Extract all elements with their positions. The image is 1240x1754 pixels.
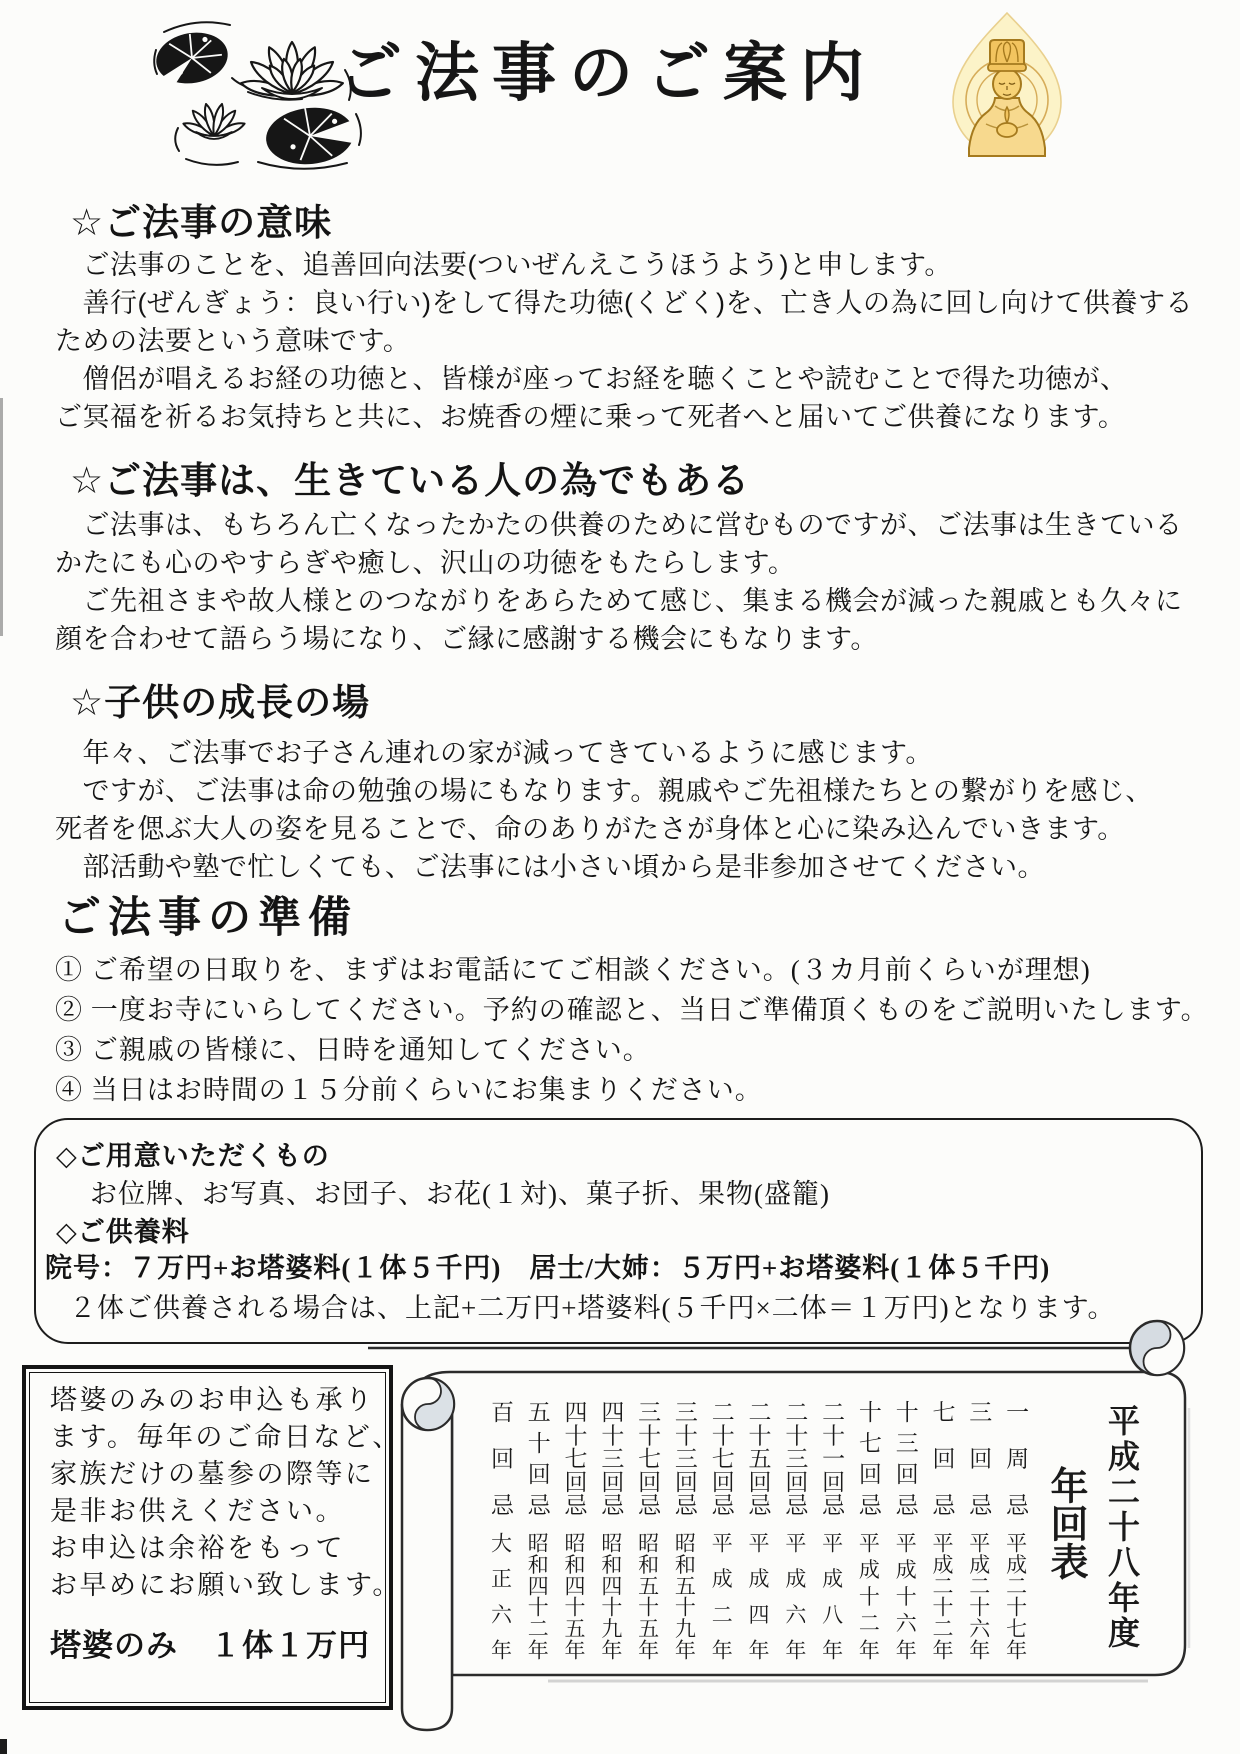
supplies-heading: ◇ご用意いただくもの	[56, 1141, 330, 1171]
body-line: ご先祖さまや故人様とのつながりをあらためて感じ、集まる機会が減った親戚とも久々に	[55, 586, 1183, 616]
year-label: 平成四年	[746, 1532, 771, 1660]
nenkai-column	[629, 1400, 666, 1660]
nenkai-column	[740, 1400, 777, 1660]
section-heading-for-living: ☆ご法事は、生きている人の為でもある	[70, 460, 751, 501]
prep-step-2: ② 一度お寺にいらしてください。予約の確認と、当日ご準備頂くものをご説明いたします。	[55, 995, 1209, 1025]
lily-pad-top	[152, 27, 232, 89]
toba-line: 是非お供えください。	[50, 1496, 345, 1526]
nenkai-column	[960, 1400, 997, 1660]
section-heading-preparation: ご法事の準備	[58, 895, 358, 942]
year-label: 平成六年	[782, 1532, 807, 1660]
year-label: 平成八年	[819, 1532, 844, 1660]
large-lotus-flower	[240, 42, 344, 100]
preparation-steps	[55, 950, 1209, 1110]
nenkai-table-title: 年回表	[1044, 1466, 1086, 1580]
year-label: 平成二年	[709, 1532, 734, 1660]
fee-heading: ◇ご供養料	[56, 1217, 190, 1247]
paragraph-for-living	[55, 506, 1183, 658]
body-line: 死者を偲ぶ大人の姿を見ることで、命のありがたさが身体と心に染み込んでいきます。	[55, 814, 1125, 844]
body-line: ご法事は、もちろん亡くなったかたの供養のために営むものですが、ご法事は生きている	[55, 510, 1183, 540]
supplies-items: お位牌、お写真、お団子、お花(１対)、菓子折、果物(盛籠)	[90, 1179, 830, 1209]
toba-notice-inner	[29, 1372, 402, 1703]
kaiki-label: 五十回忌	[524, 1400, 550, 1516]
year-label: 平成十二年	[856, 1532, 881, 1660]
section-heading-meaning: ☆ご法事の意味	[70, 202, 333, 243]
year-label: 大正六年	[488, 1532, 513, 1660]
nenkai-column	[556, 1400, 593, 1660]
small-lotus-flower	[182, 103, 246, 139]
kaiki-label: 四十七回忌	[561, 1400, 587, 1516]
nenkai-column	[997, 1400, 1034, 1660]
year-label: 平成二十二年	[930, 1532, 954, 1660]
nenkai-column	[850, 1400, 887, 1660]
toba-notice-box	[22, 1365, 402, 1710]
nenkai-column	[813, 1400, 850, 1660]
kaiki-label: 七回忌	[929, 1400, 955, 1516]
prep-step-1: ① ご希望の日取りを、まずはお電話にてご相談ください。(３カ月前くらいが理想)	[55, 955, 1091, 985]
toba-line: 塔婆のみのお申込も承り	[50, 1385, 375, 1415]
kaiki-label: 十三回忌	[892, 1400, 918, 1516]
year-label: 平成十六年	[893, 1532, 918, 1660]
fee-line-2: ２体ご供養される場合は、上記+二万円+塔婆料(５千円×二体＝１万円)となります。	[69, 1293, 1116, 1323]
kaiki-label: 二十七回忌	[708, 1400, 734, 1516]
kaiki-label: 三十三回忌	[671, 1400, 697, 1516]
kaiki-label: 四十三回忌	[598, 1400, 624, 1516]
kaiki-label: 百回忌	[487, 1400, 513, 1516]
nenkai-table	[482, 1400, 1034, 1660]
nenkai-column	[887, 1400, 924, 1660]
fee-line-1: 院号：７万円+お塔婆料(１体５千円) 居士/大姉：５万円+お塔婆料(１体５千円)	[45, 1253, 1051, 1283]
kannon-buddha-icon	[942, 10, 1072, 160]
nenkai-column	[924, 1400, 961, 1660]
year-label: 昭和四十二年	[525, 1532, 550, 1660]
scan-artifact-edge	[0, 398, 3, 636]
kaiki-label: 二十三回忌	[782, 1400, 808, 1516]
nenkai-column	[592, 1400, 629, 1660]
nenkai-era-title: 平成二十八年度	[1104, 1404, 1140, 1648]
prep-step-3: ③ ご親戚の皆様に、日時を通知してください。	[55, 1035, 651, 1065]
body-line: ご法事のことを、追善回向法要(ついぜんえこうほうよう)と申します。	[55, 250, 952, 280]
body-line: 顔を合わせて語らう場になり、ご縁に感謝する機会にもなります。	[55, 624, 878, 654]
body-line: 年々、ご法事でお子さん連れの家が減ってきているように感じます。	[55, 738, 933, 768]
body-line: かたにも心のやすらぎや癒し、沢山の功徳をもたらします。	[55, 548, 796, 578]
body-line: ための法要という意味です。	[55, 326, 411, 356]
prep-step-4: ④ 当日はお時間の１５分前くらいにお集まりください。	[55, 1075, 763, 1105]
nenkai-column	[666, 1400, 703, 1660]
year-label: 平成二十六年	[966, 1532, 991, 1660]
year-label: 昭和四十九年	[598, 1532, 623, 1660]
year-label: 平成二十七年	[1003, 1532, 1028, 1660]
toba-line: ます。毎年のご命日など、	[50, 1422, 402, 1452]
toba-line: お早めにお願い致します。	[50, 1570, 402, 1600]
kaiki-label: 一周忌	[1003, 1400, 1029, 1516]
nenkai-column	[482, 1400, 519, 1660]
toba-price: 塔婆のみ １体１万円	[50, 1628, 370, 1663]
supplies-fee-box	[34, 1118, 1203, 1344]
kaiki-label: 三十七回忌	[635, 1400, 661, 1516]
kaiki-label: 二十一回忌	[819, 1400, 845, 1516]
paragraph-children	[55, 734, 1153, 886]
body-line: 部活動や塾で忙しくても、ご法事には小さい頃から是非参加させてください。	[55, 852, 1045, 882]
body-line: 善行(ぜんぎょう：良い行い)をして得た功徳(くどく)を、亡き人の為に回し向けて供養する	[55, 288, 1193, 318]
kaiki-label: 二十五回忌	[745, 1400, 771, 1516]
section-heading-children: ☆子供の成長の場	[70, 682, 371, 723]
paragraph-meaning	[55, 246, 1193, 436]
nenkai-column	[519, 1400, 556, 1660]
lotus-pond-icon	[150, 12, 365, 172]
kaiki-label: 十七回忌	[855, 1400, 881, 1516]
body-line: ご冥福を祈るお気持ちと共に、お焼香の煙に乗って死者へと届いてご供養になります。	[55, 402, 1126, 432]
scan-artifact-corner	[0, 1739, 7, 1754]
year-label: 昭和五十五年	[635, 1532, 660, 1660]
toba-line: お申込は余裕をもって	[50, 1533, 345, 1563]
nenkai-column	[776, 1400, 813, 1660]
body-line: 僧侶が唱えるお経の功徳と、皆様が座ってお経を聴くことや読むことで得た功徳が、	[55, 364, 1128, 394]
toba-line: 家族だけの墓参の際等に	[50, 1459, 375, 1489]
year-label: 昭和四十五年	[562, 1532, 587, 1660]
year-label: 昭和五十九年	[672, 1532, 697, 1660]
page-title: ご法事のご案内	[338, 38, 877, 109]
kaiki-label: 三回忌	[966, 1400, 992, 1516]
nenkai-column	[703, 1400, 740, 1660]
body-line: ですが、ご法事は命の勉強の場にもなります。親戚やご先祖様たちとの繋がりを感じ、	[55, 776, 1153, 806]
